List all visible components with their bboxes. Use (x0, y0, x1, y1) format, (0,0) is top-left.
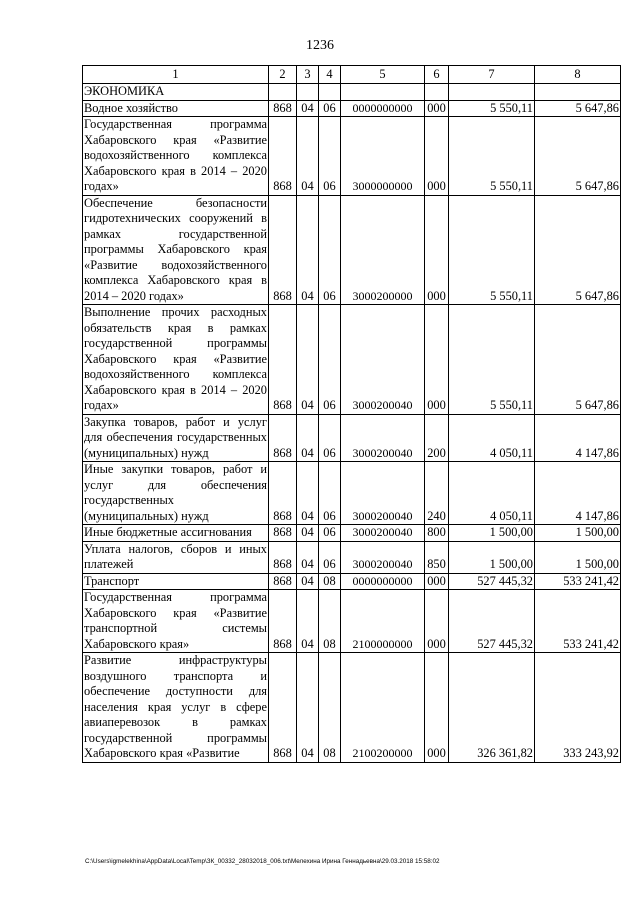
subsection-code-cell: 06 (319, 117, 341, 196)
ministry-code-cell: 868 (269, 590, 297, 653)
header-cell: 2 (269, 66, 297, 84)
subsection-code-cell (319, 84, 341, 101)
target-article-cell: 3000200040 (341, 462, 425, 525)
table-row (83, 117, 621, 196)
section-code-cell: 04 (297, 541, 319, 573)
expense-type-cell: 000 (425, 573, 449, 590)
item-name-cell: Закупка товаров, работ и услуг для обеспечения государственных (муниципальных) нужд (84, 414, 267, 460)
expense-type-cell: 000 (425, 653, 449, 763)
table-row (83, 305, 621, 415)
amount-year1-cell: 5 550,11 (449, 195, 535, 305)
ministry-code-cell: 868 (269, 573, 297, 590)
amount-year1-cell: 4 050,11 (449, 414, 535, 462)
target-article-cell: 3000200040 (341, 525, 425, 542)
header-cell: 6 (425, 66, 449, 84)
ministry-code-cell: 868 (269, 117, 297, 196)
expense-type-cell: 000 (425, 117, 449, 196)
item-name-cell: Обеспечение безопасности гидротехнических сооружений в рамках государственной программы Хабаровского края «Развитие водохозяйственного комплекса Хабаровского края в 2014 – 2020 годах» (84, 195, 267, 303)
section-code-cell (297, 84, 319, 101)
table-row (83, 573, 621, 590)
expense-type-cell: 000 (425, 590, 449, 653)
section-code-cell: 04 (297, 653, 319, 763)
page-number: 1236 (306, 38, 334, 53)
header-cell: 4 (319, 66, 341, 84)
subsection-code-cell: 08 (319, 653, 341, 763)
expense-type-cell: 850 (425, 541, 449, 573)
subsection-code-cell: 08 (319, 573, 341, 590)
target-article-cell: 3000000000 (341, 117, 425, 196)
amount-year1-cell: 4 050,11 (449, 462, 535, 525)
expense-type-cell: 000 (425, 195, 449, 305)
expense-type-cell: 000 (425, 100, 449, 117)
item-name-cell: Государственная программа Хабаровского края «Развитие транспортной системы Хабаровского края» (84, 590, 267, 651)
subsection-code-cell: 08 (319, 590, 341, 653)
amount-year2-cell: 5 647,86 (535, 100, 621, 117)
table-row (83, 653, 621, 763)
expense-type-cell: 240 (425, 462, 449, 525)
section-code-cell: 04 (297, 305, 319, 415)
amount-year2-cell: 1 500,00 (535, 525, 621, 542)
header-cell: 1 (83, 66, 269, 84)
subsection-code-cell: 06 (319, 305, 341, 415)
item-name-cell: Водное хозяйство (83, 100, 269, 117)
section-code-cell: 04 (297, 100, 319, 117)
table-row (83, 462, 621, 525)
subsection-code-cell: 06 (319, 195, 341, 305)
header-cell: 7 (449, 66, 535, 84)
amount-year1-cell: 5 550,11 (449, 305, 535, 415)
header-cell: 3 (297, 66, 319, 84)
item-name-cell: Иные закупки товаров, работ и услуг для обеспечения государственных (муниципальных) нужд (84, 462, 267, 523)
item-name-cell: Выполнение прочих расходных обязательств края в рамках государственной программы Хабаровского края «Развитие водохозяйственного комплекса Хабаровского края в 2014 – 2020 годах» (84, 305, 267, 412)
ministry-code-cell: 868 (269, 414, 297, 462)
section-code-cell: 04 (297, 573, 319, 590)
subsection-code-cell: 06 (319, 414, 341, 462)
amount-year1-cell: 5 550,11 (449, 117, 535, 196)
section-code-cell: 04 (297, 117, 319, 196)
amount-year2-cell: 5 647,86 (535, 195, 621, 305)
target-article-cell: 3000200040 (341, 541, 425, 573)
table-row (83, 195, 621, 305)
amount-year2-cell: 533 241,42 (535, 590, 621, 653)
budget-table (82, 65, 621, 763)
amount-year1-cell: 5 550,11 (449, 100, 535, 117)
item-name-cell: ЭКОНОМИКА (83, 84, 269, 101)
item-name-cell: Уплата налогов, сборов и иных платежей (84, 541, 267, 571)
table-row (83, 100, 621, 117)
ministry-code-cell: 868 (269, 100, 297, 117)
amount-year2-cell (535, 84, 621, 101)
target-article-cell: 0000000000 (341, 100, 425, 117)
target-article-cell: 2100200000 (341, 653, 425, 763)
item-name-cell: Развитие инфраструктуры воздушного транспорта и обеспечение доступности для населения края услуг в сфере авиаперевозок в рамках государственной программы Хабаровского края «Развитие (84, 653, 267, 760)
item-name-cell: Государственная программа Хабаровского края «Развитие водохозяйственного комплекса Хабаровского края в 2014 – 2020 годах» (84, 117, 267, 193)
header-cell: 8 (535, 66, 621, 84)
expense-type-cell (425, 84, 449, 101)
ministry-code-cell: 868 (269, 541, 297, 573)
target-article-cell: 3000200040 (341, 414, 425, 462)
subsection-code-cell: 06 (319, 100, 341, 117)
amount-year2-cell: 533 241,42 (535, 573, 621, 590)
subsection-code-cell: 06 (319, 525, 341, 542)
subsection-code-cell: 06 (319, 541, 341, 573)
amount-year1-cell: 527 445,32 (449, 573, 535, 590)
amount-year1-cell (449, 84, 535, 101)
section-code-cell: 04 (297, 525, 319, 542)
amount-year2-cell: 4 147,86 (535, 414, 621, 462)
table-row (83, 525, 621, 542)
section-code-cell: 04 (297, 414, 319, 462)
target-article-cell: 0000000000 (341, 573, 425, 590)
expense-type-cell: 200 (425, 414, 449, 462)
expense-type-cell: 800 (425, 525, 449, 542)
table-header-row (83, 66, 621, 84)
amount-year1-cell: 1 500,00 (449, 541, 535, 573)
item-name-cell: Транспорт (83, 573, 269, 590)
ministry-code-cell (269, 84, 297, 101)
ministry-code-cell: 868 (269, 525, 297, 542)
expense-type-cell: 000 (425, 305, 449, 415)
amount-year1-cell: 527 445,32 (449, 590, 535, 653)
amount-year2-cell: 1 500,00 (535, 541, 621, 573)
ministry-code-cell: 868 (269, 462, 297, 525)
ministry-code-cell: 868 (269, 305, 297, 415)
target-article-cell: 3000200000 (341, 195, 425, 305)
amount-year1-cell: 1 500,00 (449, 525, 535, 542)
ministry-code-cell: 868 (269, 195, 297, 305)
amount-year2-cell: 5 647,86 (535, 305, 621, 415)
table-row (83, 541, 621, 573)
target-article-cell: 3000200040 (341, 305, 425, 415)
table-row (83, 84, 621, 101)
amount-year2-cell: 4 147,86 (535, 462, 621, 525)
amount-year2-cell: 5 647,86 (535, 117, 621, 196)
header-cell: 5 (341, 66, 425, 84)
table-row (83, 414, 621, 462)
amount-year1-cell: 326 361,82 (449, 653, 535, 763)
ministry-code-cell: 868 (269, 653, 297, 763)
item-name-cell: Иные бюджетные ассигнования (83, 525, 269, 542)
section-code-cell: 04 (297, 590, 319, 653)
section-code-cell: 04 (297, 195, 319, 305)
section-code-cell: 04 (297, 462, 319, 525)
amount-year2-cell: 333 243,92 (535, 653, 621, 763)
target-article-cell (341, 84, 425, 101)
target-article-cell: 2100000000 (341, 590, 425, 653)
file-path-footer: C:\Users\igmelekhina\AppData\Local\Temp\ЗК_00332_28032018_006.txt\Мелехина Ирина Геннадьевна\29.03.2018 15:58:02 (85, 858, 440, 865)
table-row (83, 590, 621, 653)
subsection-code-cell: 06 (319, 462, 341, 525)
